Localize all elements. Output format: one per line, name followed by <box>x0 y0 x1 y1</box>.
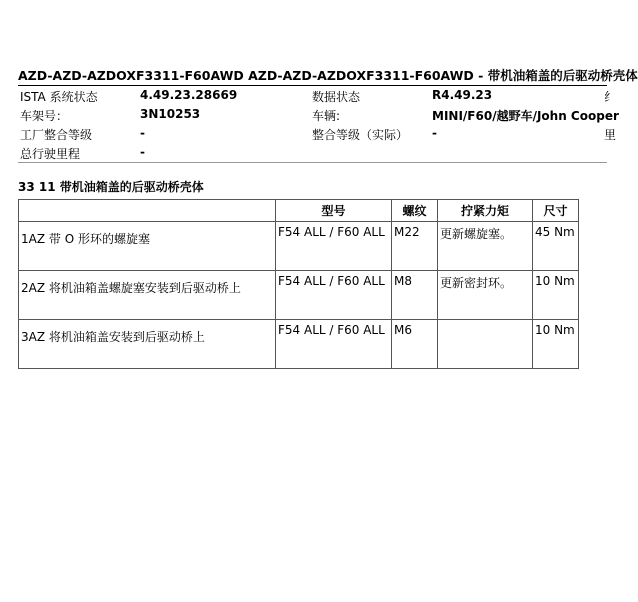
info-label: 整合等级（实际） <box>312 128 409 142</box>
info-label: 车架号： <box>20 109 69 123</box>
cell-thread: M8 <box>392 271 438 320</box>
info-label: 总行驶里程 <box>20 147 81 161</box>
info-row-vin <box>18 106 618 125</box>
cell-thread: M22 <box>392 222 438 271</box>
cell-size: 10 Nm <box>533 271 579 320</box>
cell-model: F54 ALL / F60 ALL <box>276 320 392 369</box>
info-cut-text: 里 <box>604 128 617 142</box>
info-value: R4.49.23 <box>432 88 493 102</box>
section-title: 33 11 带机油箱盖的后驱动桥壳体 <box>18 180 204 194</box>
info-value: MINI/F60/越野车/John Cooper <box>432 109 619 123</box>
cell-torque <box>438 320 533 369</box>
info-value: - <box>140 126 145 140</box>
info-label: 数据状态 <box>312 90 361 104</box>
info-label: 车辆: <box>312 109 341 123</box>
info-value: 3N10253 <box>140 107 201 121</box>
info-label: ISTA 系统状态 <box>20 90 98 104</box>
info-label: 工厂整合等级 <box>20 128 93 142</box>
header-item <box>19 200 276 222</box>
info-value: - <box>432 126 437 140</box>
cell-torque: 更新密封环。 <box>438 271 533 320</box>
header-divider <box>18 85 607 86</box>
table-row <box>19 320 579 369</box>
info-row-mileage <box>18 144 618 163</box>
table-row <box>19 222 579 271</box>
cell-size: 10 Nm <box>533 320 579 369</box>
cell-thread: M6 <box>392 320 438 369</box>
cell-model: F54 ALL / F60 ALL <box>276 271 392 320</box>
info-value: - <box>140 145 145 159</box>
document-header-title: AZD-AZD-AZDOXF3311-F60AWD AZD-AZD-AZDOXF3311-F60AWD - 带机油箱盖的后驱动桥壳体 <box>18 68 638 83</box>
cell-item: 1AZ 带 O 形环的螺旋塞 <box>19 222 276 271</box>
parts-table <box>18 199 579 369</box>
info-row-ista <box>18 87 618 106</box>
table-header-row <box>19 200 579 222</box>
cell-item: 2AZ 将机油箱盖螺旋塞安装到后驱动桥上 <box>19 271 276 320</box>
cell-model: F54 ALL / F60 ALL <box>276 222 392 271</box>
header-thread: 螺纹 <box>392 200 438 222</box>
header-model: 型号 <box>276 200 392 222</box>
header-torque: 拧紧力矩 <box>438 200 533 222</box>
info-divider <box>18 162 607 163</box>
info-value: 4.49.23.28669 <box>140 88 238 102</box>
info-row-integration <box>18 125 618 144</box>
cell-item: 3AZ 将机油箱盖安装到后驱动桥上 <box>19 320 276 369</box>
header-size: 尺寸 <box>533 200 579 222</box>
cell-size: 45 Nm <box>533 222 579 271</box>
info-cut-text: 纟 <box>604 90 617 104</box>
table-row <box>19 271 579 320</box>
cell-torque: 更新螺旋塞。 <box>438 222 533 271</box>
